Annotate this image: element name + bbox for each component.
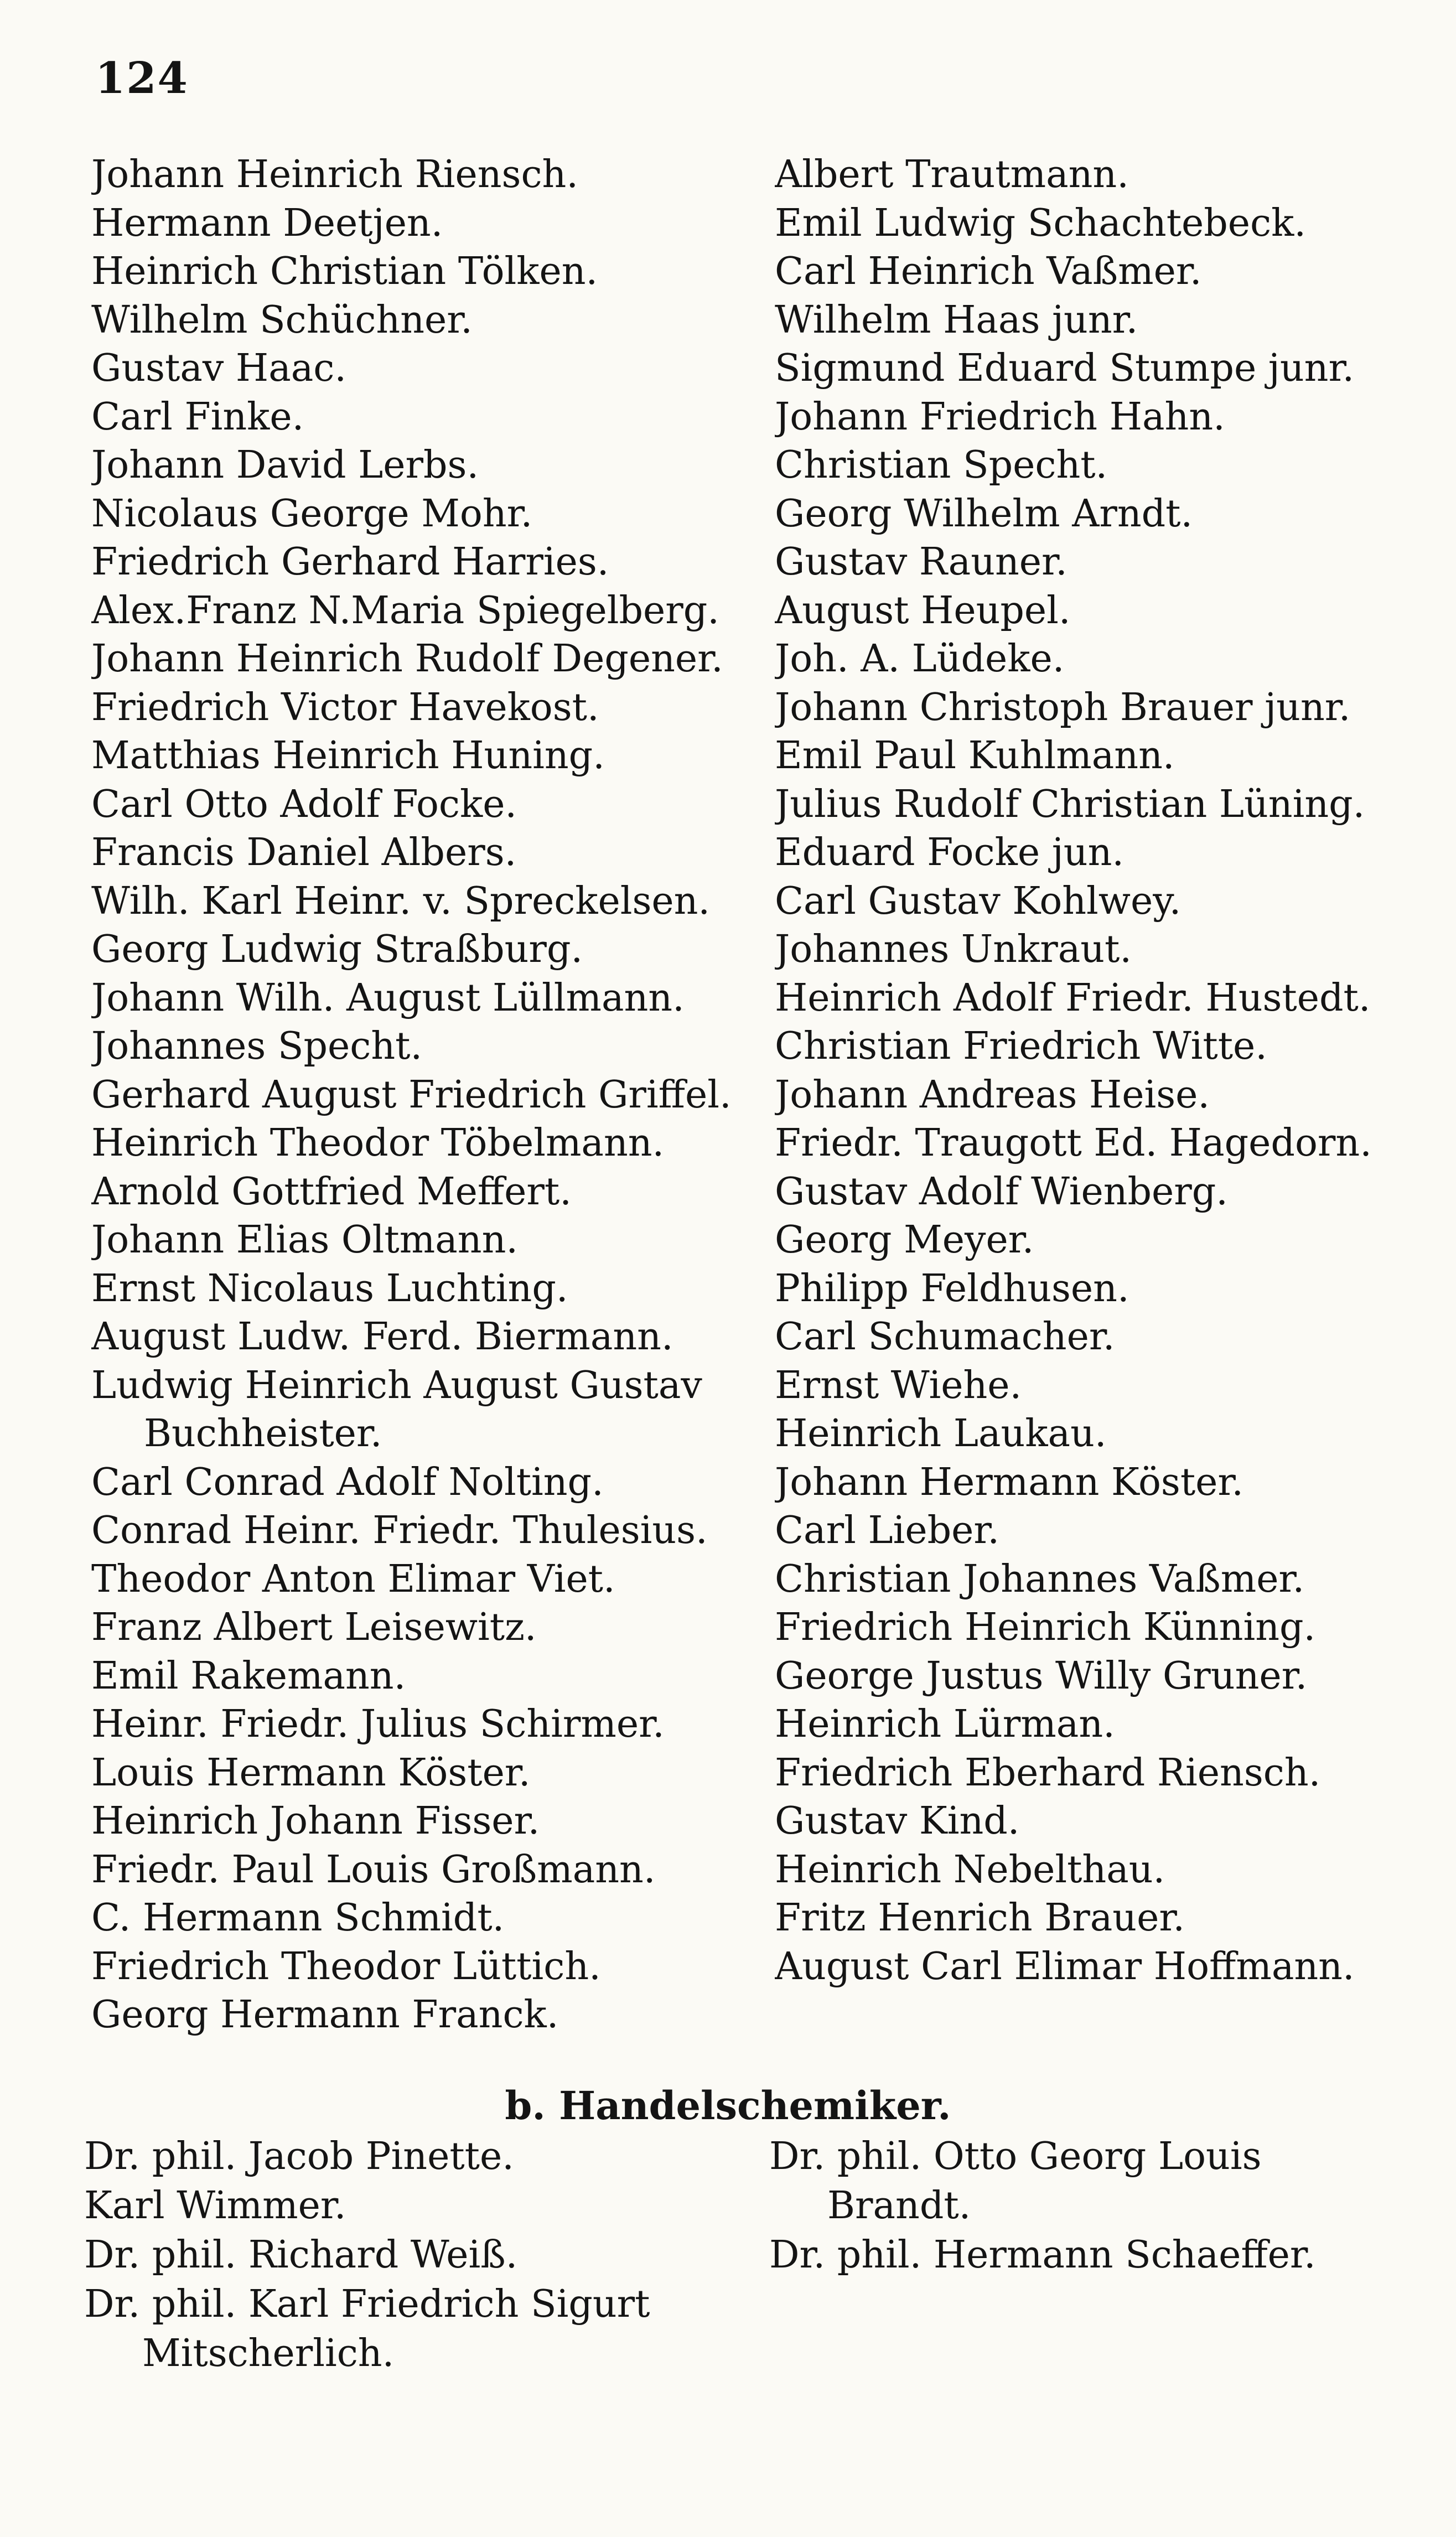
name-entry: Eduard Focke jun.	[775, 831, 1124, 874]
name-entry: Heinrich Nebelthau.	[775, 1847, 1165, 1892]
name-entry: Johann Wilh. August Lüllmann.	[91, 976, 685, 1020]
name-entry: Johann David Lerbs.	[91, 443, 479, 487]
name-entry: Christian Friedrich Witte.	[775, 1024, 1267, 1068]
name-entry: Friedrich Gerhard Harries.	[91, 540, 609, 584]
page-number: 124	[95, 53, 189, 103]
name-entry: Dr. phil. Hermann Schaeffer.	[769, 2233, 1316, 2277]
name-entry: Conrad Heinr. Friedr. Thulesius.	[91, 1509, 708, 1552]
name-entry: Gustav Adolf Wienberg.	[775, 1169, 1228, 1214]
name-entry: Dr. phil. Otto Georg Louis	[769, 2135, 1262, 2178]
name-entry: Theodor Anton Elimar Viet.	[91, 1557, 615, 1601]
name-entry: Johann Heinrich Riensch.	[91, 153, 578, 196]
name-entry: Gustav Kind.	[775, 1799, 1020, 1843]
name-entry: Wilhelm Haas junr.	[775, 298, 1138, 342]
name-entry: Dr. phil. Jacob Pinette.	[84, 2135, 514, 2178]
name-entry: August Carl Elimar Hoffmann.	[775, 1944, 1355, 1989]
name-entry: Christian Specht.	[775, 443, 1108, 487]
name-entry: Franz Albert Leisewitz.	[91, 1606, 537, 1649]
name-entry: Friedrich Heinrich Künning.	[775, 1606, 1316, 1649]
name-entry: Heinrich Theodor Töbelmann.	[91, 1121, 665, 1165]
name-entry: Johann Heinrich Rudolf Degener.	[91, 637, 723, 681]
name-entry: Johannes Specht.	[91, 1024, 423, 1068]
name-entry: Francis Daniel Albers.	[91, 831, 517, 874]
name-entry: Heinrich Adolf Friedr. Hustedt.	[775, 976, 1371, 1020]
name-entry: Julius Rudolf Christian Lüning.	[775, 782, 1365, 826]
name-entry: Karl Wimmer.	[84, 2184, 346, 2228]
name-entry: August Heupel.	[775, 588, 1071, 633]
name-entry: Georg Wilhelm Arndt.	[775, 491, 1193, 536]
name-entry: Carl Heinrich Vaßmer.	[775, 250, 1202, 293]
name-entry: Louis Hermann Köster.	[91, 1751, 531, 1795]
name-entry: Friedrich Victor Havekost.	[91, 685, 599, 729]
name-entry: Ernst Nicolaus Luchting.	[91, 1266, 568, 1311]
name-entry: Philipp Feldhusen.	[775, 1266, 1129, 1311]
name-entry: Friedr. Paul Louis Großmann.	[91, 1847, 656, 1892]
name-entry: Emil Rakemann.	[91, 1654, 406, 1698]
left-name-column	[91, 151, 747, 2039]
name-entry: George Justus Willy Gruner.	[775, 1654, 1308, 1698]
name-entry: Wilh. Karl Heinr. v. Spreckelsen.	[91, 879, 711, 923]
name-entry: Carl Lieber.	[775, 1509, 1000, 1552]
section-heading-handelschemiker: b. Handelschemiker.	[505, 2083, 951, 2129]
name-entry: Heinrich Johann Fisser.	[91, 1799, 540, 1843]
name-entry: Johann Andreas Heise.	[775, 1073, 1210, 1117]
name-entry: Dr. phil. Richard Weiß.	[84, 2233, 518, 2277]
name-entry: Carl Conrad Adolf Nolting.	[91, 1460, 604, 1504]
name-entry: Carl Gustav Kohlwey.	[775, 879, 1182, 923]
name-entry: Gustav Rauner.	[775, 540, 1068, 584]
name-entry: Johann Elias Oltmann.	[91, 1218, 518, 1262]
name-entry: Johann Friedrich Hahn.	[775, 395, 1225, 439]
name-entry: Arnold Gottfried Meffert.	[91, 1169, 572, 1214]
name-entry: Ludwig Heinrich August Gustav	[91, 1363, 702, 1407]
name-entry-continuation: Brandt.	[827, 2184, 971, 2228]
name-entry: Ernst Wiehe.	[775, 1363, 1022, 1407]
name-entry: Heinrich Christian Tölken.	[91, 250, 598, 293]
name-entry: Emil Ludwig Schachtebeck.	[775, 201, 1306, 245]
right-name-column	[775, 151, 1406, 1991]
name-entry: Hermann Deetjen.	[91, 201, 443, 245]
name-entry: Gerhard August Friedrich Griffel.	[91, 1073, 732, 1117]
name-entry: Wilhelm Schüchner.	[91, 298, 473, 342]
name-entry: Fritz Henrich Brauer.	[775, 1896, 1185, 1940]
name-entry: Carl Schumacher.	[775, 1315, 1115, 1359]
chemists-left-column	[84, 2132, 759, 2378]
name-entry: Johann Christoph Brauer junr.	[775, 685, 1351, 729]
name-entry: Georg Ludwig Straßburg.	[91, 928, 583, 971]
name-entry: Christian Johannes Vaßmer.	[775, 1557, 1305, 1601]
name-entry-continuation: Mitscherlich.	[142, 2332, 395, 2375]
name-entry: Dr. phil. Karl Friedrich Sigurt	[84, 2282, 650, 2326]
name-entry: Georg Meyer.	[775, 1218, 1034, 1262]
name-entry: Sigmund Eduard Stumpe junr.	[775, 346, 1355, 390]
name-entry: Friedr. Traugott Ed. Hagedorn.	[775, 1121, 1372, 1165]
name-entry: Matthias Heinrich Huning.	[91, 734, 605, 778]
name-entry: Carl Otto Adolf Focke.	[91, 782, 517, 826]
name-entry: Friedrich Theodor Lüttich.	[91, 1944, 601, 1989]
chemists-right-column	[769, 2132, 1411, 2280]
name-entry: C. Hermann Schmidt.	[91, 1896, 505, 1940]
name-entry: Joh. A. Lüdeke.	[775, 637, 1065, 681]
name-entry: Albert Trautmann.	[775, 153, 1129, 196]
name-entry: Emil Paul Kuhlmann.	[775, 734, 1175, 778]
name-entry: Nicolaus George Mohr.	[91, 491, 533, 536]
name-entry: Heinr. Friedr. Julius Schirmer.	[91, 1702, 665, 1746]
name-entry: Johannes Unkraut.	[775, 928, 1132, 971]
name-entry: Heinrich Lürman.	[775, 1702, 1115, 1746]
name-entry: Alex.Franz N.Maria Spiegelberg.	[91, 588, 719, 633]
name-entry: Friedrich Eberhard Riensch.	[775, 1751, 1321, 1795]
name-entry: Gustav Haac.	[91, 346, 346, 390]
name-entry: Johann Hermann Köster.	[775, 1460, 1244, 1504]
name-entry: August Ludw. Ferd. Biermann.	[91, 1315, 673, 1359]
name-entry: Carl Finke.	[91, 395, 304, 439]
name-entry: Heinrich Laukau.	[775, 1412, 1107, 1456]
name-entry-continuation: Buchheister.	[144, 1412, 382, 1456]
name-entry: Georg Hermann Franck.	[91, 1993, 559, 2037]
